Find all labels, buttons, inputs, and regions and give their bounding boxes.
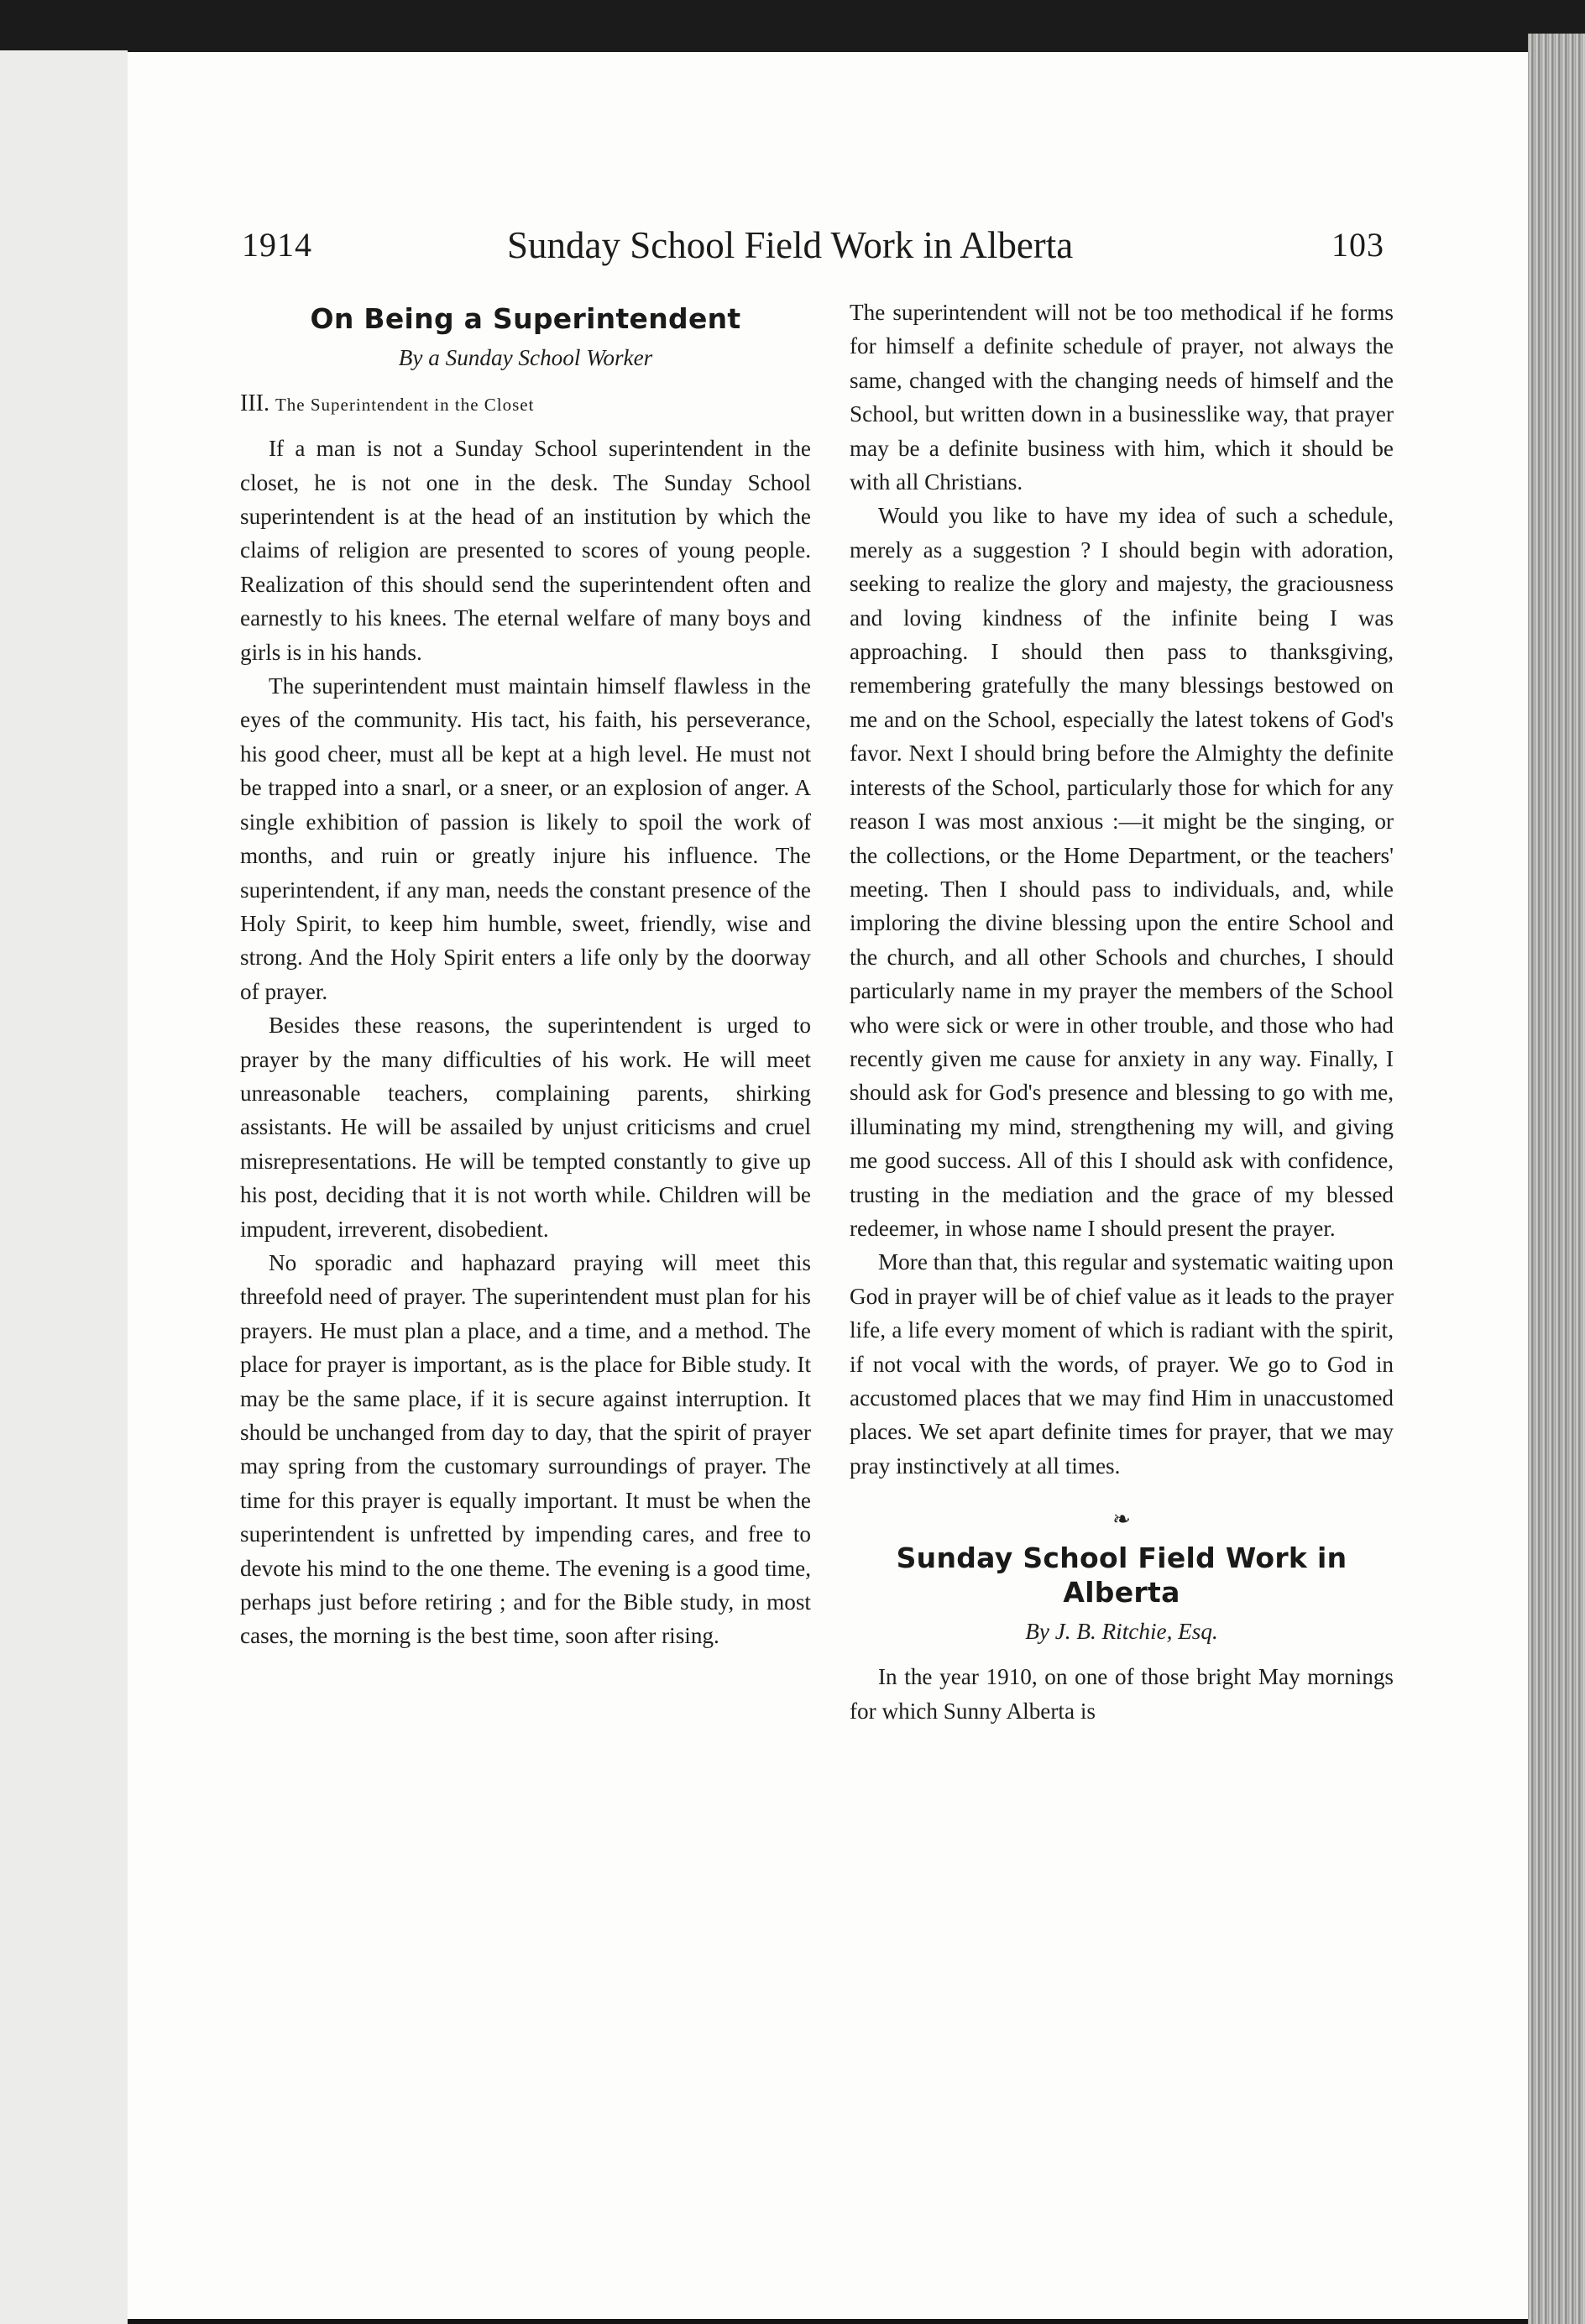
header-year: 1914	[242, 226, 312, 264]
section-heading	[240, 387, 811, 421]
paragraph: Besides these reasons, the superintendent is urged to prayer by the many difficulties of his work. He will meet unreasonable teachers, complaining parents, shirking assistants. He will be assailed by unjust criticisms and cruel misrepresentations. He will be tempted constantly to give up his post, deciding that it is not worth while. Children will be impudent, irreverent, disobedient.	[240, 1013, 811, 1242]
second-article-title: Sunday School Field Work in Alberta	[896, 1541, 1347, 1609]
paragraph: The superintendent will not be too methodical if he forms for himself a definite schedule of prayer, not always the same, changed with the changing needs of himself and the School, but written down in a businesslike way, that prayer may be a definite business with him, which it should be with all Christians.	[850, 300, 1394, 495]
leaf-ornament-icon: ❧	[1112, 1507, 1131, 1532]
left-column	[240, 296, 811, 1653]
paragraph: No sporadic and haphazard praying will meet this threefold need of prayer. The superintendent must plan for his prayers. He must plan a place, and a time, and a method. The place for prayer is important, as is the place for Bible study. It may be the same place, if it is secure against interruption. It should be unchanged from day to day, that the spirit of prayer may spring from the customary surroundings of prayer. The time for this prayer is equally important. It must be when the superintendent is unfretted by impending cares, and free to devote his mind to the one theme. The evening is a good time, perhaps just before retiring ; and for the Bible study, in most cases, the morning is the best time, soon after rising.	[240, 1249, 811, 1649]
section-numeral: III.	[240, 390, 269, 416]
page-edges	[1528, 34, 1585, 2324]
article-title: On Being a Superintendent	[310, 302, 741, 335]
page-number: 103	[1331, 226, 1384, 264]
facing-page-margin	[0, 50, 128, 2324]
section-title: The Superintendent in the Closet	[275, 394, 535, 415]
paragraph: The superintendent must maintain himself flawless in the eyes of the community. His tact, his faith, his perseverance, his good cheer, must all be kept at a high level. He must not be trapped into a snarl, or a sneer, or an explosion of anger. A single exhibition of passion is likely to spoil the work of months, and ruin or greatly injure his influence. The superintendent, if any man, needs the constant presence of the Holy Spirit, to keep him humble, sweet, friendly, wise and strong. And the Holy Spirit enters a life only by the doorway of prayer.	[240, 673, 811, 1004]
paragraph: Would you like to have my idea of such a schedule, merely as a suggestion ? I should begin with adoration, seeking to realize the glory and majesty, the graciousness and loving kindness of the infinite being I was approaching. I should then pass to thanksgiving, remembering gratefully the many blessings bestowed on me and on the School, especially the latest tokens of God's favor. Next I should bring before the Almighty the definite interests of the School, particularly those for which for any reason I was most anxious :—it might be the singing, or the collections, or the Home Department, or the teachers' meeting. Then I should pass to individuals, and, while imploring the divine blessing upon the entire School and the church, and all other Schools and churches, I should particularly name in my prayer the members of the School who were sick or were in other trouble, and those who had recently given me cause for anxiety in any way. Finally, I should ask for God's presence and blessing to go with me, illuminating my mind, strengthening my will, and giving me good success. All of this I should ask with confidence, trusting in the mediation and the grace of my blessed redeemer, in whose name I should present the prayer.	[850, 503, 1394, 1241]
running-title: Sunday School Field Work in Alberta	[507, 224, 1074, 266]
paragraph: If a man is not a Sunday School superintendent in the closet, he is not one in the desk. The Sunday School superintendent is at the head of an institution by which the claims of religion are presented to scores of young people. Realization of this should send the superintendent often and earnestly to his knees. The eternal welfare of many boys and girls is in his hands.	[240, 436, 811, 665]
second-article-byline: By J. B. Ritchie, Esq.	[1025, 1619, 1218, 1645]
paragraph: In the year 1910, on one of those bright May mornings for which Sunny Alberta is	[850, 1664, 1394, 1724]
article-byline: By a Sunday School Worker	[398, 345, 653, 371]
paragraph: More than that, this regular and systematic waiting upon God in prayer will be of chief value as it leads to the prayer life, a life every moment of which is radiant with the spirit, if not vocal with the words, of prayer. We go to God in accustomed places that we may find Him in unaccustomed places. We set apart definite times for prayer, that we may pray instinctively at all times.	[850, 1249, 1394, 1479]
right-column	[850, 296, 1394, 1728]
